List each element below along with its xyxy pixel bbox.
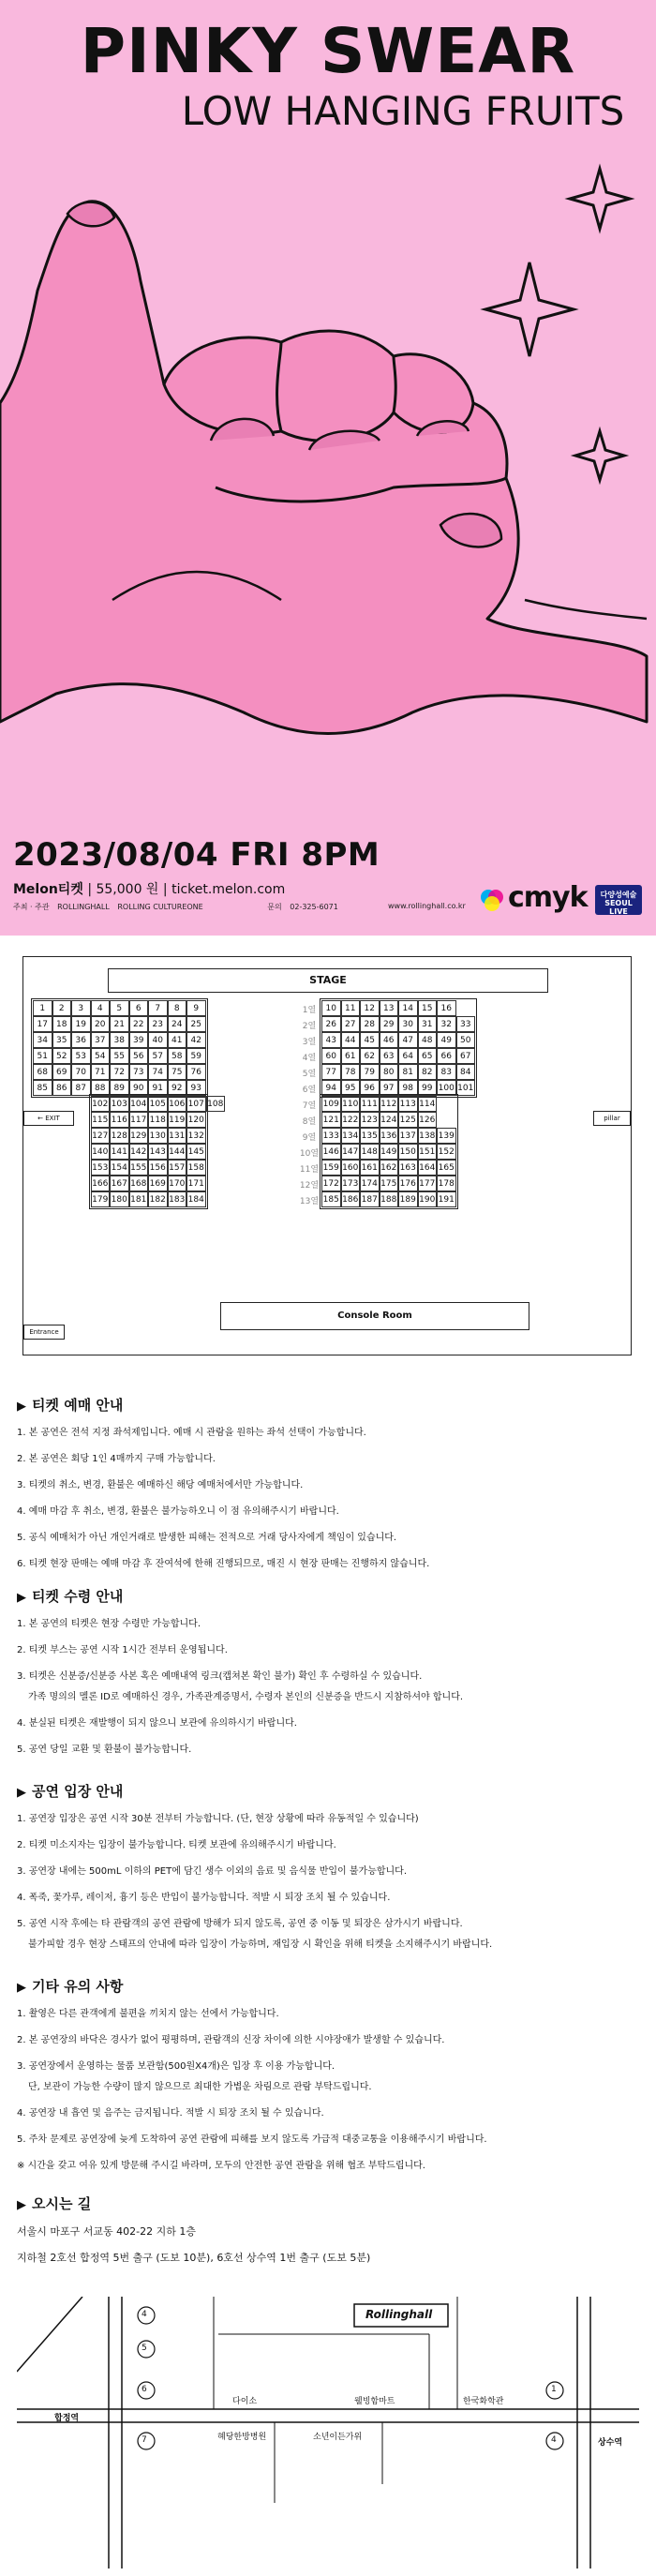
seat: 7 (148, 1000, 168, 1016)
seat: 2 (52, 1000, 72, 1016)
sangsu-station: 상수역 (598, 2438, 623, 2448)
seat: 128 (110, 1128, 129, 1144)
seat: 78 (341, 1064, 361, 1080)
seat: 145 (186, 1144, 206, 1160)
seat: 15 (418, 1000, 438, 1016)
section-directions: ▶ 오시는 길 서울시 마포구 서교동 402-22 지하 1층 지하철 2호선 합정역 5번 출구 (도보 10분), 6호선 상수역 1번 출구 (도보 5분) (17, 2195, 371, 2264)
seat: 151 (418, 1144, 438, 1160)
seat: 77 (321, 1064, 341, 1080)
ticket-price: 55,000 원 (96, 882, 159, 897)
row-label: 1열 (302, 1006, 317, 1015)
seat: 130 (148, 1128, 168, 1144)
seat: 143 (148, 1144, 168, 1160)
seat: 17 (33, 1016, 52, 1032)
seat: 154 (110, 1160, 129, 1176)
seat: 76 (186, 1064, 206, 1080)
seat: 156 (148, 1160, 168, 1176)
seat: 181 (129, 1191, 149, 1207)
triangle-bullet-icon: ▶ (17, 1981, 26, 1995)
seat: 147 (341, 1144, 361, 1160)
seat: 22 (129, 1016, 149, 1032)
seat: 88 (91, 1080, 111, 1096)
seat: 31 (418, 1016, 438, 1032)
row-label: 4열 (302, 1054, 317, 1063)
seoul-live-logo: 다양성예술 SEOUL LIVE (595, 885, 642, 915)
seat: 48 (418, 1032, 438, 1048)
seat: 86 (52, 1080, 72, 1096)
seat: 117 (129, 1112, 149, 1128)
seat: 106 (168, 1096, 187, 1112)
seat: 94 (321, 1080, 341, 1096)
seat: 105 (148, 1096, 168, 1112)
seat: 91 (148, 1080, 168, 1096)
seat: 16 (437, 1000, 456, 1016)
seat: 26 (321, 1016, 341, 1032)
ticket-info: Melon티켓 | 55,000 원 | ticket.melon.com (13, 882, 286, 897)
seat: 112 (380, 1096, 399, 1112)
seat: 66 (437, 1048, 456, 1064)
seat: 179 (91, 1191, 111, 1207)
seat: 64 (398, 1048, 418, 1064)
seat: 171 (186, 1176, 206, 1191)
seat: 121 (321, 1112, 341, 1128)
seat: 184 (186, 1191, 206, 1207)
seat: 10 (321, 1000, 341, 1016)
seat: 71 (91, 1064, 111, 1080)
seat: 164 (418, 1160, 438, 1176)
seat: 49 (437, 1032, 456, 1048)
seat: 93 (186, 1080, 206, 1096)
seat: 120 (186, 1112, 206, 1128)
seat: 73 (129, 1064, 149, 1080)
console-room: Console Room (220, 1302, 529, 1330)
seat: 52 (52, 1048, 72, 1064)
seat: 34 (33, 1032, 52, 1048)
seat: 168 (129, 1176, 149, 1191)
seat: 12 (360, 1000, 380, 1016)
seat: 139 (437, 1128, 456, 1144)
row-label: 6열 (302, 1086, 317, 1095)
seat: 68 (33, 1064, 52, 1080)
entrance-door: Entrance (23, 1325, 65, 1340)
poster-credits: 주최 · 주관 ROLLINGHALL ROLLING CULTUREONE 문의 02-325-6071 www.rollinghall.co.kr (13, 902, 466, 911)
seat: 167 (110, 1176, 129, 1191)
hand-shape (0, 202, 647, 734)
seat: 191 (437, 1191, 456, 1207)
seat: 134 (341, 1128, 361, 1144)
seat: 146 (321, 1144, 341, 1160)
seat: 47 (398, 1032, 418, 1048)
seat: 177 (418, 1176, 438, 1191)
seat: 65 (418, 1048, 438, 1064)
sparkle-icon (575, 431, 624, 480)
seat: 59 (186, 1048, 206, 1064)
seat: 18 (52, 1016, 72, 1032)
seat: 152 (437, 1144, 456, 1160)
seat: 125 (398, 1112, 418, 1128)
row-label: 5열 (302, 1070, 317, 1079)
seat: 50 (456, 1032, 476, 1048)
seat: 129 (129, 1128, 149, 1144)
pillar: pillar (593, 1111, 631, 1126)
cmyk-logo-icon (478, 887, 506, 915)
hall-outline (22, 956, 632, 1355)
website-link[interactable]: www.rollinghall.co.kr (388, 902, 466, 910)
hapjeong-station: 합정역 (54, 2414, 80, 2423)
sponsor-logos (478, 881, 647, 919)
seat: 103 (110, 1096, 129, 1112)
seat: 21 (110, 1016, 129, 1032)
seat: 63 (380, 1048, 399, 1064)
seat: 41 (168, 1032, 187, 1048)
seat: 79 (360, 1064, 380, 1080)
sparkle-icon (485, 262, 574, 356)
seat: 124 (380, 1112, 399, 1128)
seat: 54 (91, 1048, 111, 1064)
seat: 27 (341, 1016, 361, 1032)
section-pickup: ▶ 티켓 수령 안내 1. 본 공연의 티켓은 현장 수령만 가능합니다. 2. 티켓 부스는 공연 시작 1시간 전부터 운영됩니다. 3. 티켓은 신분증/신분증 사본 혹은 예매내역 링크(캡쳐본 확인 불가) 확인 후 수령하실 수 있습니다. 가족 명의의 멜론 ID로 예매하신 경우, 가족관계증명서, 수령자 본인의 신분증을 반드시 지참하셔야 합니다. 4. 분실된 티켓은 재발행이 되지 않으니 보관에 유의하시기 바랍니다. 5. 공연 당일 교환 및 환불이 불가능합니다. (17, 1588, 464, 1755)
poster-title: PINKY SWEAR (80, 15, 576, 87)
seat: 92 (168, 1080, 187, 1096)
seat: 169 (148, 1176, 168, 1191)
seat: 183 (168, 1191, 187, 1207)
seat: 107 (186, 1096, 206, 1112)
seat: 44 (341, 1032, 361, 1048)
exit-door: ← EXIT (23, 1111, 74, 1126)
seat: 98 (398, 1080, 418, 1096)
seat: 90 (129, 1080, 149, 1096)
section-entry: ▶ 공연 입장 안내 1. 공연장 입장은 공연 시작 30분 전부터 가능합니다. (단, 현장 상황에 따라 유동적일 수 있습니다) 2. 티켓 미소지자는 입장이 불가능합니다. 티켓 보관에 유의해주시기 바랍니다. 3. 공연장 내에는 500mL 이하의 PET에 담긴 생수 이외의 음료 및 음식물 반입이 불가능합니다. 4. 폭죽, 꽃가루, 레이저, 흉기 등은 반입이 불가능합니다. 적발 시 퇴장 조치 될 수 있습니다. 5. 공연 시작 후에는 타 관람객의 공연 관람에 방해가 되지 않도록, 공연 중 이동 및 퇴장은 삼가시기 바랍니다. 불가피할 경우 현장 스태프의 안내에 따라 입장이 가능하며, 재입장 시 확인을 위해 티켓을 소지해주시기 바랍니다. (17, 1783, 493, 1950)
triangle-bullet-icon: ▶ (17, 2198, 26, 2212)
seat: 61 (341, 1048, 361, 1064)
seat: 14 (398, 1000, 418, 1016)
seat: 20 (91, 1016, 111, 1032)
seat: 161 (360, 1160, 380, 1176)
seat: 23 (148, 1016, 168, 1032)
seat: 113 (398, 1096, 418, 1112)
seat: 158 (186, 1160, 206, 1176)
seat: 122 (341, 1112, 361, 1128)
seat: 182 (148, 1191, 168, 1207)
seat: 25 (186, 1016, 206, 1032)
row-label: 10열 (299, 1149, 320, 1159)
seat: 40 (148, 1032, 168, 1048)
seat: 159 (321, 1160, 341, 1176)
seat: 9 (186, 1000, 206, 1016)
seat: 155 (129, 1160, 149, 1176)
row-label: 11열 (299, 1165, 320, 1175)
seat: 127 (91, 1128, 111, 1144)
row-label: 13열 (299, 1197, 320, 1206)
row-label: 3열 (302, 1038, 317, 1047)
seat: 126 (418, 1112, 438, 1128)
seat: 89 (110, 1080, 129, 1096)
seat: 45 (360, 1032, 380, 1048)
seat: 36 (71, 1032, 91, 1048)
seat: 180 (110, 1191, 129, 1207)
seat: 148 (360, 1144, 380, 1160)
seat: 8 (168, 1000, 187, 1016)
seat: 174 (360, 1176, 380, 1191)
seat: 160 (341, 1160, 361, 1176)
seat: 62 (360, 1048, 380, 1064)
seat: 102 (91, 1096, 111, 1112)
seat: 178 (437, 1176, 456, 1191)
seat: 74 (148, 1064, 168, 1080)
seat: 173 (341, 1176, 361, 1191)
row-label: 9열 (302, 1133, 317, 1143)
seat: 42 (186, 1032, 206, 1048)
seat: 172 (321, 1176, 341, 1191)
seat: 108 (206, 1096, 226, 1112)
seat: 95 (341, 1080, 361, 1096)
seat: 13 (380, 1000, 399, 1016)
seat: 138 (418, 1128, 438, 1144)
seat: 157 (168, 1160, 187, 1176)
seat: 150 (398, 1144, 418, 1160)
seat: 43 (321, 1032, 341, 1048)
seat: 3 (71, 1000, 91, 1016)
seat: 46 (380, 1032, 399, 1048)
seat: 141 (110, 1144, 129, 1160)
seat: 39 (129, 1032, 149, 1048)
seat: 56 (129, 1048, 149, 1064)
concert-date: 2023/08/04 FRI 8PM (13, 836, 380, 874)
seat: 99 (418, 1080, 438, 1096)
seat: 101 (456, 1080, 476, 1096)
row-label: 7열 (302, 1101, 317, 1111)
seat: 162 (380, 1160, 399, 1176)
seat: 11 (341, 1000, 361, 1016)
seat: 133 (321, 1128, 341, 1144)
seat: 190 (418, 1191, 438, 1207)
seat: 165 (437, 1160, 456, 1176)
directions-map: 4 5 6 7 1 4 합정역 상수역 Rollinghall 다이소 웰빙함마트 한국화학관 혜당한방병원 소년이든가위 (17, 2297, 639, 2569)
seat: 142 (129, 1144, 149, 1160)
seat: 175 (380, 1176, 399, 1191)
seat: 60 (321, 1048, 341, 1064)
seat: 83 (437, 1064, 456, 1080)
triangle-bullet-icon: ▶ (17, 1400, 26, 1414)
seat: 135 (360, 1128, 380, 1144)
seat: 51 (33, 1048, 52, 1064)
seat: 186 (341, 1191, 361, 1207)
seat: 187 (360, 1191, 380, 1207)
seat: 69 (52, 1064, 72, 1080)
stage: STAGE (108, 968, 548, 993)
seat: 123 (360, 1112, 380, 1128)
seat: 24 (168, 1016, 187, 1032)
seat: 170 (168, 1176, 187, 1191)
seat: 136 (380, 1128, 399, 1144)
seat: 96 (360, 1080, 380, 1096)
seat: 116 (110, 1112, 129, 1128)
poster-subtitle: LOW HANGING FRUITS (181, 88, 625, 134)
seat: 70 (71, 1064, 91, 1080)
seat: 58 (168, 1048, 187, 1064)
seat: 163 (398, 1160, 418, 1176)
section-booking: ▶ 티켓 예매 안내 1. 본 공연은 전석 지정 좌석제입니다. 예매 시 관람을 원하는 좌석 선택이 가능합니다. 2. 본 공연은 회당 1인 4매까지 구매 가능합니다. 3. 티켓의 취소, 변경, 환불은 예매하신 해당 예매처에서만 가능합니다. 4. 예매 마감 후 취소, 변경, 환불은 불가능하오니 이 점 유의해주시기 바랍니다. 5. 공식 예매처가 아닌 개인거래로 발생한 피해는 전적으로 거래 당사자에게 책임이 있습니다. 6. 티켓 현장 판매는 예매 마감 후 잔여석에 한해 진행되므로, 매진 시 현장 판매는 진행하지 않습니다. (17, 1397, 430, 1569)
seat: 30 (398, 1016, 418, 1032)
seat: 72 (110, 1064, 129, 1080)
seat: 33 (456, 1016, 476, 1032)
seat: 67 (456, 1048, 476, 1064)
seating-chart (0, 936, 656, 1376)
seat: 53 (71, 1048, 91, 1064)
ticket-url[interactable]: ticket.melon.com (171, 882, 286, 897)
seat: 114 (418, 1096, 438, 1112)
seat: 100 (437, 1080, 456, 1096)
seat: 109 (321, 1096, 341, 1112)
cmyk-logo: cmyk (508, 881, 588, 914)
seat: 118 (148, 1112, 168, 1128)
row-label: 12열 (299, 1181, 320, 1191)
seat: 37 (91, 1032, 111, 1048)
row-label: 2열 (302, 1022, 317, 1031)
seat: 189 (398, 1191, 418, 1207)
triangle-bullet-icon: ▶ (17, 1591, 26, 1605)
seat: 28 (360, 1016, 380, 1032)
pinky-hand-illustration (0, 0, 656, 936)
seat: 38 (110, 1032, 129, 1048)
seat: 119 (168, 1112, 187, 1128)
seat: 6 (129, 1000, 149, 1016)
seat: 144 (168, 1144, 187, 1160)
seat: 82 (418, 1064, 438, 1080)
seat: 166 (91, 1176, 111, 1191)
seat: 81 (398, 1064, 418, 1080)
seat: 4 (91, 1000, 111, 1016)
seat: 57 (148, 1048, 168, 1064)
seat: 132 (186, 1128, 206, 1144)
seat: 19 (71, 1016, 91, 1032)
seat: 131 (168, 1128, 187, 1144)
seat: 80 (380, 1064, 399, 1080)
sparkle-icon (570, 169, 630, 229)
seat: 153 (91, 1160, 111, 1176)
seat: 185 (321, 1191, 341, 1207)
section-notes: ▶ 기타 유의 사항 1. 촬영은 다른 관객에게 불편을 끼치지 않는 선에서 가능합니다. 2. 본 공연장의 바닥은 경사가 없어 평평하며, 관람객의 신장 차이에 의한 시야장애가 발생할 수 있습니다. 3. 공연장에서 운영하는 물품 보관함(500원X4개)은 입장 후 이용 가능합니다. 단, 보관이 가능한 수량이 많지 않으므로 최대한 가볍운 차림으로 관람 부탁드립니다. 4. 공연장 내 흡연 및 음주는 금지됩니다. 적발 시 퇴장 조치 될 수 있습니다. 5. 주차 문제로 공연장에 늦게 도착하여 공연 관람에 피해를 보지 않도록 가급적 대중교통을 이용해주시기 바랍니다. ※ 시간을 갖고 여유 있게 방문해 주시길 바라며, 모두의 안전한 공연 관람을 위해 협조 부탁드립니다. (17, 1978, 487, 2171)
seat: 87 (71, 1080, 91, 1096)
seat: 149 (380, 1144, 399, 1160)
seat: 1 (33, 1000, 52, 1016)
seat: 29 (380, 1016, 399, 1032)
seat: 32 (437, 1016, 456, 1032)
row-label: 8열 (302, 1117, 317, 1127)
seat: 140 (91, 1144, 111, 1160)
seat: 85 (33, 1080, 52, 1096)
seat: 104 (129, 1096, 149, 1112)
seat: 84 (456, 1064, 476, 1080)
seat: 176 (398, 1176, 418, 1191)
seat: 111 (360, 1096, 380, 1112)
seat: 137 (398, 1128, 418, 1144)
seat: 188 (380, 1191, 399, 1207)
seat: 35 (52, 1032, 72, 1048)
seat: 115 (91, 1112, 111, 1128)
seat: 5 (110, 1000, 129, 1016)
seat: 55 (110, 1048, 129, 1064)
seat: 110 (341, 1096, 361, 1112)
seat: 97 (380, 1080, 399, 1096)
ticket-vendor: Melon티켓 (13, 882, 83, 897)
triangle-bullet-icon: ▶ (17, 1786, 26, 1800)
venue-label: Rollinghall (365, 2308, 433, 2321)
concert-poster (0, 0, 656, 936)
seat: 75 (168, 1064, 187, 1080)
